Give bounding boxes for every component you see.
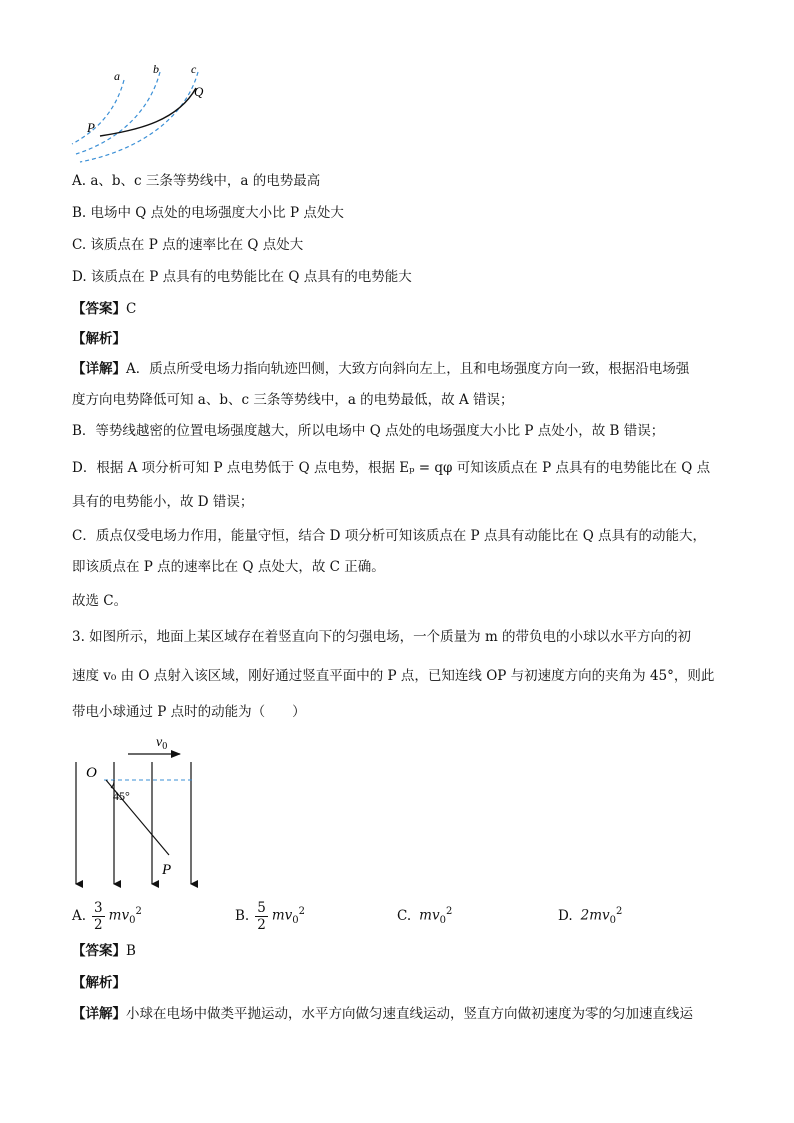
q2-detail-line-6: C．质点仅受电场力作用，能量守恒，结合 D 项分析可知该质点在 P 点具有动能比在 Q 点具有的动能大， xyxy=(72,528,707,544)
label-Q: Q xyxy=(194,84,204,99)
label-b: b xyxy=(153,62,159,76)
P-label: P xyxy=(162,862,172,878)
q2-detail-line-5: 具有的电势能小，故 D 错误； xyxy=(72,494,254,510)
angle-label: 45° xyxy=(113,789,130,803)
label-c: c xyxy=(191,62,197,76)
q3-analysis-tag: 【解析】 xyxy=(72,975,126,991)
label-a: a xyxy=(114,69,120,83)
q2-detail-line-3: B．等势线越密的位置电场强度越大，所以电场中 Q 点处的电场强度大小比 P 点处小，故 B 错误； xyxy=(72,423,665,439)
q3-stem-line-1: 3. 如图所示，地面上某区域存在着竖直向下的匀强电场，一个质量为 m 的带负电的小球以水平方向的初 xyxy=(72,629,692,645)
fraction: $\frac{3}{2}$ xyxy=(94,899,103,933)
q3-stem-line-2: 速度 v₀ 由 O 点射入该区域，刚好通过竖直平面中的 P 点，已知连线 OP 与初速度方向的夹角为 45°，则此 xyxy=(72,668,715,684)
equipotential-figure xyxy=(60,58,230,168)
q2-option-c: C. 该质点在 P 点的速率比在 Q 点处大 xyxy=(72,237,304,253)
q2-answer-row xyxy=(72,300,136,318)
q3-answer-row: 【答案】B xyxy=(72,943,136,959)
q2-option-d: D. 该质点在 P 点具有的电势能比在 Q 点具有的电势能大 xyxy=(72,269,412,285)
equipotential-line-b xyxy=(76,72,160,154)
q3-option-c: C. $mv_0^2$ xyxy=(397,905,453,927)
q2-option-b: B. 电场中 Q 点处的电场强度大小比 P 点处大 xyxy=(72,205,344,221)
q2-analysis-tag: 【解析】 xyxy=(72,331,126,347)
electric-field-figure xyxy=(64,730,214,890)
O-label: O xyxy=(86,765,97,781)
q2-detail-line-2: 度方向电势降低可知 a、b、c 三条等势线中，a 的电势最低，故 A 错误； xyxy=(72,392,514,408)
q2-detail-line-4: D．根据 A 项分析可知 P 点电势低于 Q 点电势，根据 Eₚ = qφ 可知该质点在 P 点具有的电势能比在 Q 点 xyxy=(72,460,711,476)
q2-detail-line-1: 【详解】A．质点所受电场力指向轨迹凹侧，大致方向斜向左上，且和电场强度方向一致，根据沿电场强 xyxy=(72,361,690,377)
answer-value: C xyxy=(126,301,137,317)
answer-tag: 【答案】 xyxy=(72,301,126,317)
fraction: $\frac{5}{2}$ xyxy=(257,899,266,933)
v0-label: $v_0$ xyxy=(156,735,168,752)
detail-tag: 【详解】 xyxy=(72,361,126,377)
q3-option-d: D. $2mv_0^2$ xyxy=(558,905,623,927)
trajectory-curve xyxy=(100,88,196,136)
q2-option-a: A. a、b、c 三条等势线中，a 的电势最高 xyxy=(72,173,321,189)
equipotential-line-c xyxy=(80,72,198,162)
q3-detail-line-1: 【详解】小球在电场中做类平抛运动，水平方向做匀速直线运动，竖直方向做初速度为零的匀加速直线运 xyxy=(72,1006,693,1022)
label-P: P xyxy=(87,120,95,135)
q2-conclusion: 故选 C。 xyxy=(72,593,128,609)
q3-option-b: B. $\frac{5}{2}$ $mv_0^2$ xyxy=(235,899,305,933)
q3-stem-line-3: 带电小球通过 P 点时的动能为（ ） xyxy=(72,704,306,720)
q3-option-a: A. $\frac{3}{2}$ $mv_0^2$ xyxy=(72,899,142,933)
q2-detail-line-7: 即该质点在 P 点的速率比在 Q 点处大，故 C 正确。 xyxy=(72,559,385,575)
